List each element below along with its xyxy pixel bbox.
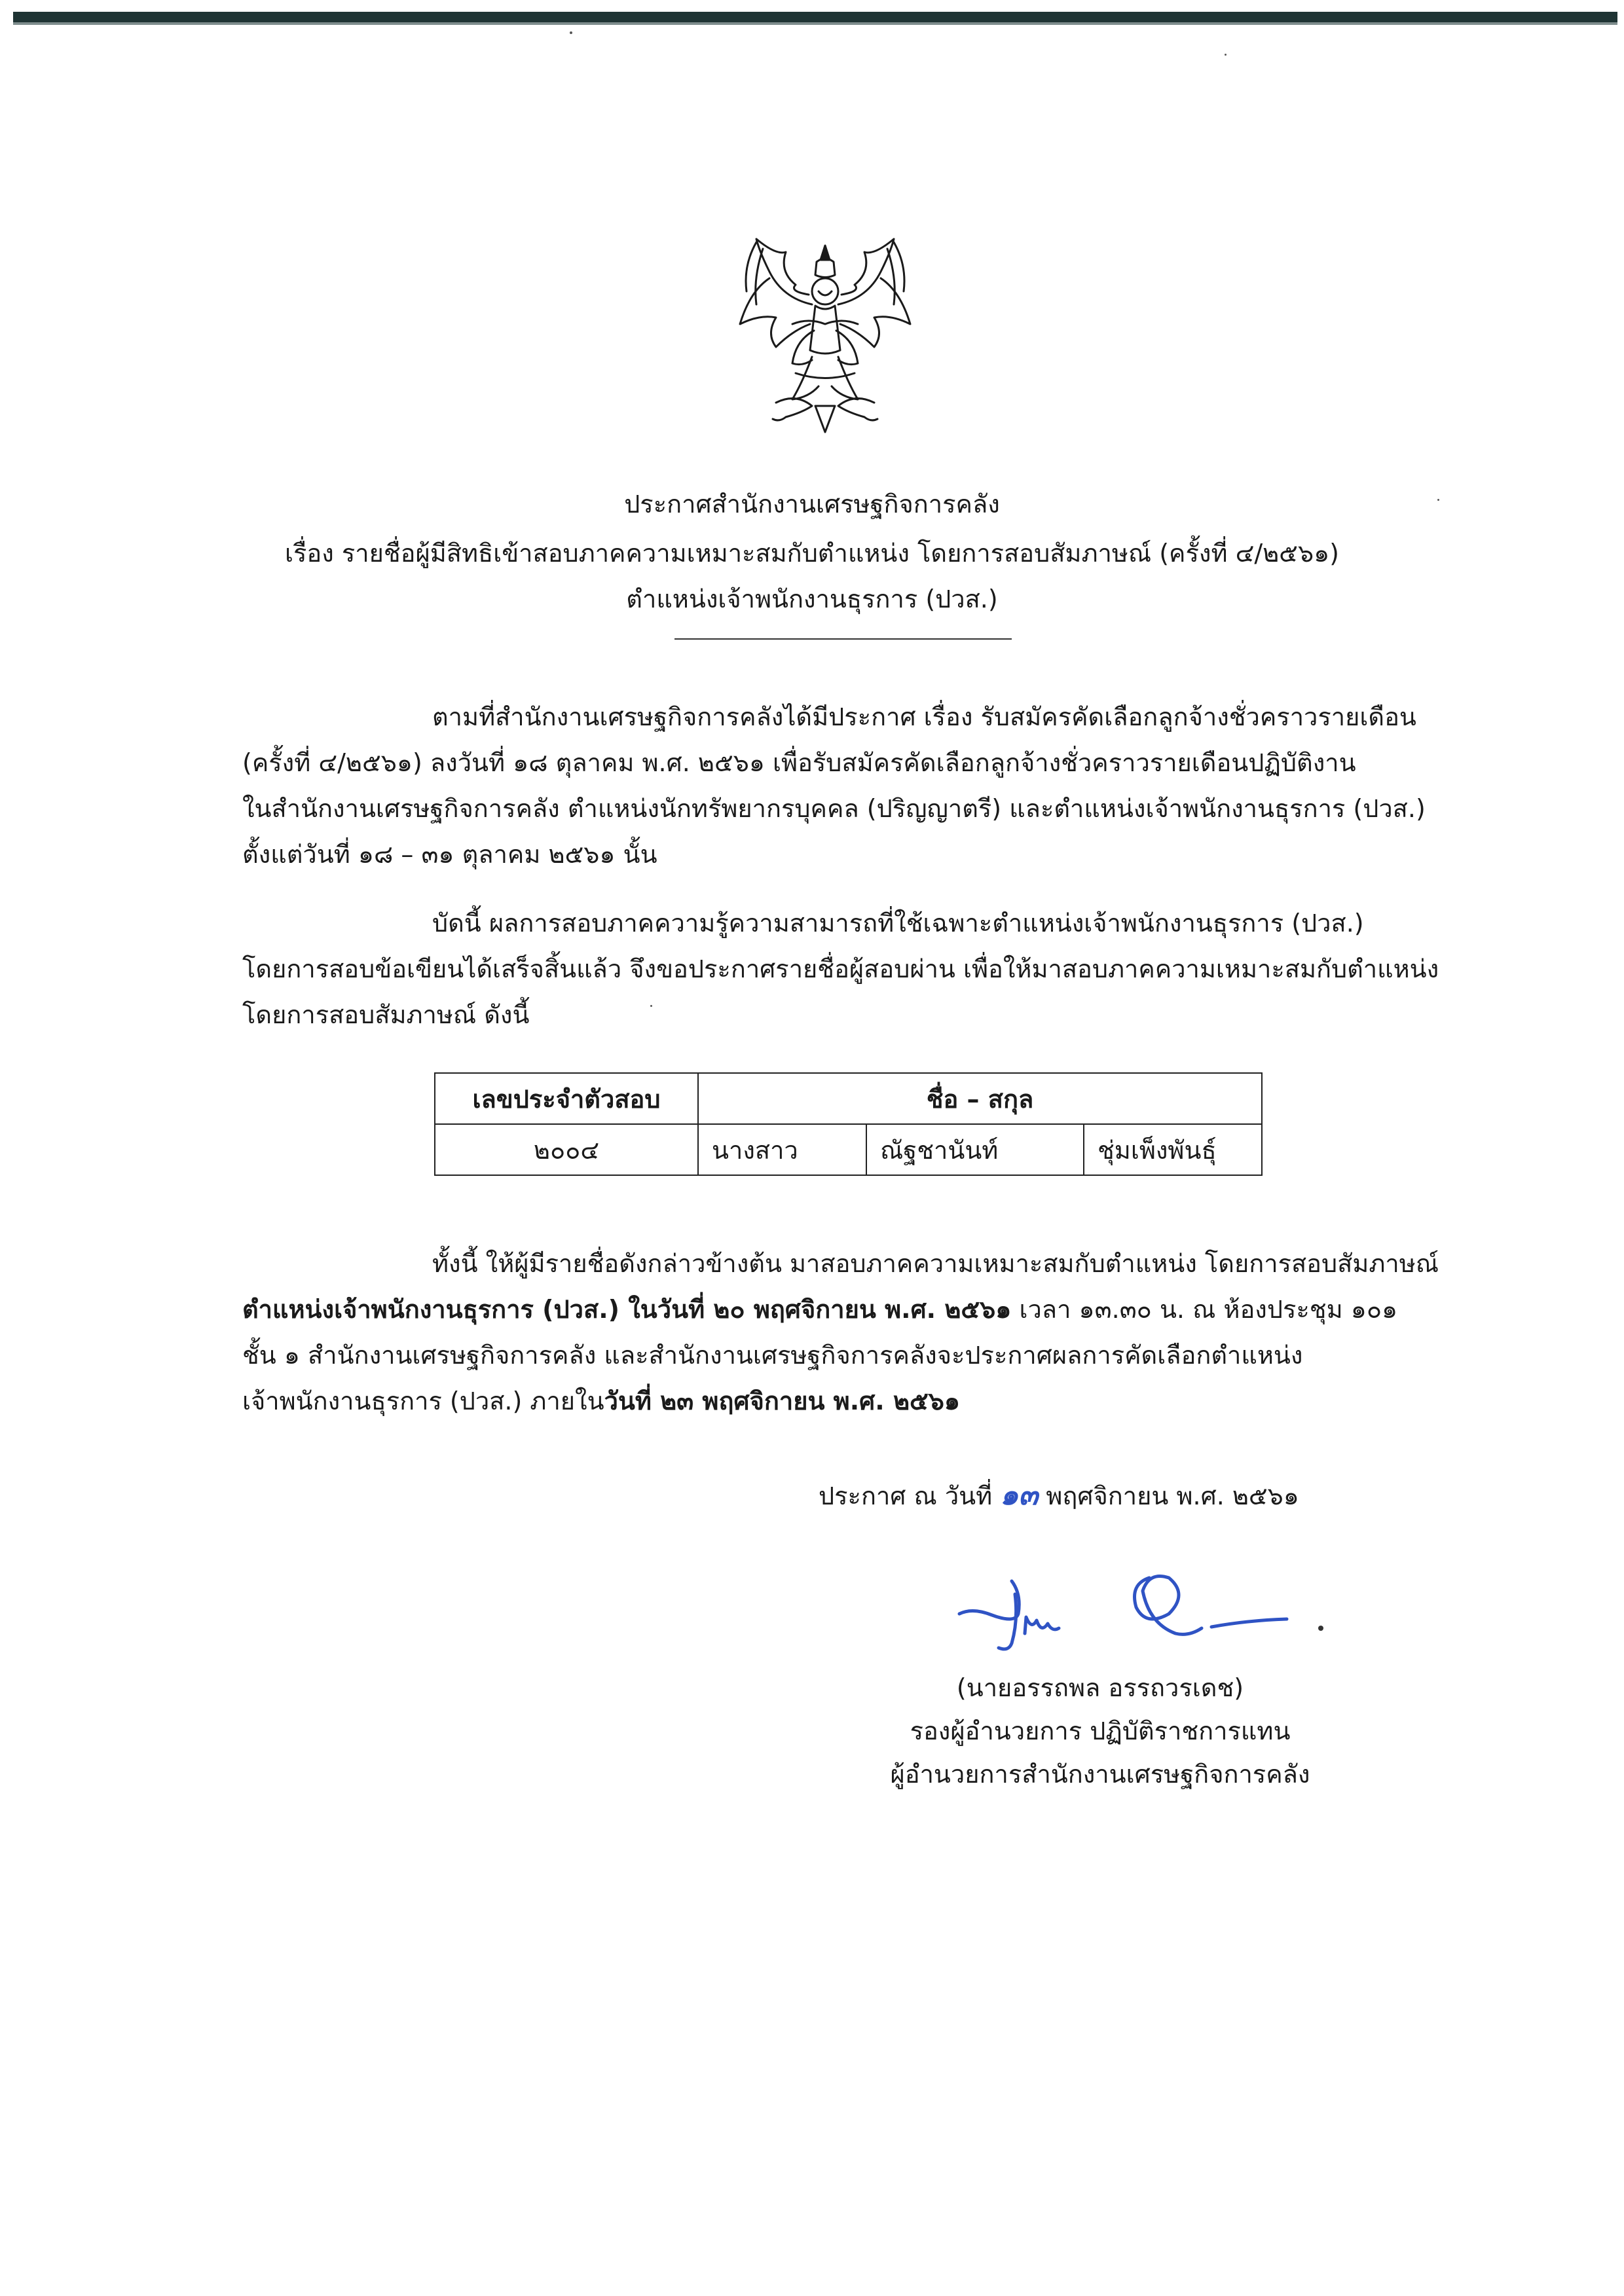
header-full-name: ชื่อ – สกุล [698,1073,1262,1124]
cell-last-name: ชุ่มเพ็งพันธุ์ [1084,1124,1262,1175]
table-header-row [435,1073,1262,1124]
handwritten-day: ๑๓ [1000,1478,1039,1512]
paragraph-line [242,1378,1439,1424]
announcement-position: ตำแหน่งเจ้าพนักงานธุรการ (ปวส.) [626,585,998,613]
paragraph-line: (ครั้งที่ ๔/๒๕๖๑) ลงวันที่ ๑๘ ตุลาคม พ.ศ. ๒๕๖๑ เพื่อรับสมัครคัดเลือกลูกจ้างชั่วคราวรายเดือนปฏิบัติงาน [242,748,1356,777]
paragraph-background [242,694,1426,877]
paragraph-announcement [242,900,1439,1038]
interview-time-place: เวลา ๑๓.๓๐ น. ณ ห้องประชุม ๑๐๑ [1011,1295,1398,1324]
paragraph-line: ในสำนักงานเศรษฐกิจการคลัง ตำแหน่งนักทรัพยากรบุคคล (ปริญญาตรี) และตำแหน่งเจ้าพนักงานธุรการ (ปวส.) [242,794,1426,823]
signer-name: (นายอรรถพล อรรถวรเดช) [956,1673,1244,1702]
announcement-subject: เรื่อง รายชื่อผู้มีสิทธิเข้าสอบภาคความเหมาะสมกับตำแหน่ง โดยการสอบสัมภาษณ์ (ครั้งที่ ๔/๒๕๖๑) [284,539,1340,568]
scan-edge-shade [13,22,1617,25]
scan-speck [1225,54,1227,56]
header-exam-id: เลขประจำตัวสอบ [435,1073,698,1124]
cell-exam-id: ๒๐๐๔ [435,1124,698,1175]
paragraph-line [242,1286,1439,1332]
cell-title: นางสาว [698,1124,866,1175]
result-date-emphasis: วันที่ ๒๓ พฤศจิกายน พ.ศ. ๒๕๖๑ [604,1387,961,1415]
signer-position: รองผู้อำนวยการ ปฏิบัติราชการแทน [910,1717,1291,1745]
scan-edge-dark [13,12,1617,22]
signer-block [838,1666,1362,1796]
scan-edge [0,5,1624,29]
interview-date-emphasis: ตำแหน่งเจ้าพนักงานธุรการ (ปวส.) ในวันที่ ๒๐ พฤศจิกายน พ.ศ. ๒๕๖๑ [242,1295,1012,1324]
cell-first-name: ณัฐชานันท์ [866,1124,1084,1175]
paragraph-line: ตั้งแต่วันที่ ๑๘ – ๓๑ ตุลาคม ๒๕๖๑ นั้น [242,840,657,869]
paragraph-line: โดยการสอบสัมภาษณ์ ดังนี้ [242,1000,530,1029]
paragraph-line: ตามที่สำนักงานเศรษฐกิจการคลังได้มีประกาศ เรื่อง รับสมัครคัดเลือกลูกจ้างชั่วคราวรายเดือน [432,702,1416,731]
signer-organization: ผู้อำนวยการสำนักงานเศรษฐกิจการคลัง [890,1760,1310,1789]
scan-speck [570,31,572,34]
paragraph-line: บัดนี้ ผลการสอบภาคความรู้ความสามารถที่ใช้เฉพาะตำแหน่งเจ้าพนักงานธุรการ (ปวส.) [432,909,1364,938]
paragraph-line: ชั้น ๑ สำนักงานเศรษฐกิจการคลัง และสำนักงานเศรษฐกิจการคลังจะประกาศผลการคัดเลือกตำแหน่ง [242,1341,1303,1370]
garuda-emblem-icon [730,226,920,442]
paragraph-interview-schedule [242,1241,1439,1424]
table-row [435,1124,1262,1175]
header-divider [674,638,1012,640]
candidate-table [434,1072,1263,1176]
date-suffix: พฤศจิกายน พ.ศ. ๒๕๖๑ [1038,1482,1299,1510]
paragraph-line: โดยการสอบข้อเขียนได้เสร็จสิ้นแล้ว จึงขอประกาศรายชื่อผู้สอบผ่าน เพื่อให้มาสอบภาคความเหมาะสมกับตำแหน่ง [242,955,1439,983]
paragraph-line: ทั้งนี้ ให้ผู้มีรายชื่อดังกล่าวข้างต้น มาสอบภาคความเหมาะสมกับตำแหน่ง โดยการสอบสัมภาษณ์ [432,1249,1439,1278]
announcement-date [819,1474,1299,1517]
announcement-title: ประกาศสำนักงานเศรษฐกิจการคลัง [624,490,1000,519]
handwritten-signature [953,1568,1339,1660]
result-announce-prefix: เจ้าพนักงานธุรการ (ปวส.) ภายใน [242,1387,604,1415]
date-prefix: ประกาศ ณ วันที่ [819,1482,1001,1510]
